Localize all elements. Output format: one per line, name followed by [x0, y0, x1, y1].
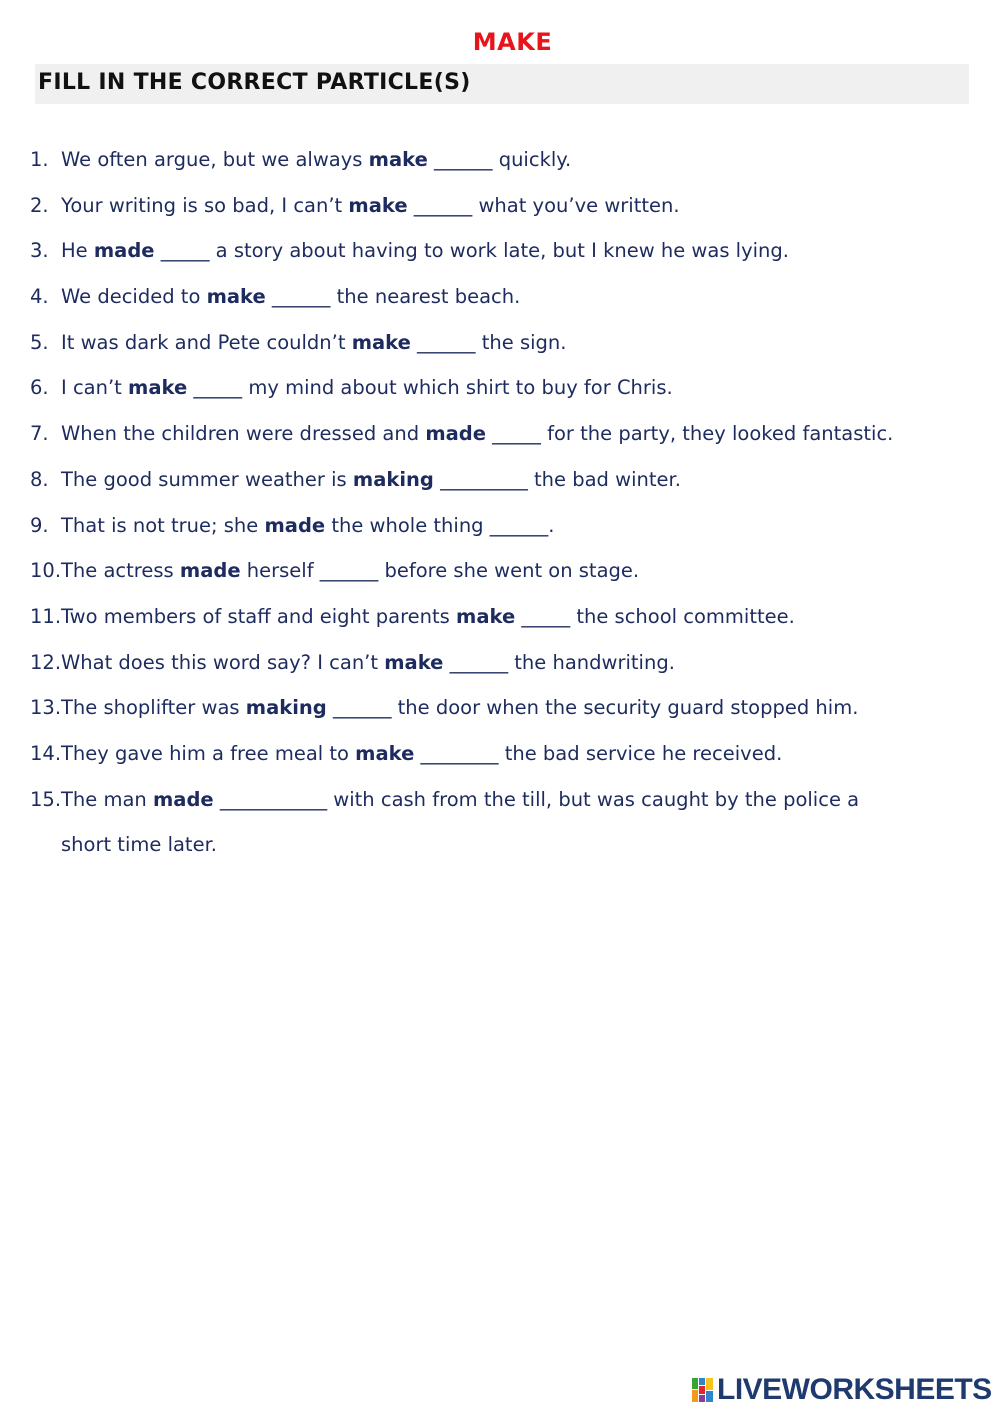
- continuation-text: short time later.: [61, 833, 217, 857]
- question-number: 11.: [30, 604, 62, 628]
- question-keyword: making: [352, 467, 434, 491]
- question-keyword: make: [128, 376, 188, 400]
- question-number: 9.: [30, 513, 49, 537]
- question-number: 10.: [30, 559, 62, 583]
- question-text-after[interactable]: ___________ with cash from the till, but was caught by the police a: [213, 787, 860, 811]
- question-text-before: We decided to: [61, 285, 207, 309]
- question-text-before: The shoplifter was: [61, 696, 246, 720]
- question-item: [30, 192, 980, 238]
- question-text: [61, 742, 782, 765]
- question-text-after[interactable]: _____ the school committee.: [515, 604, 795, 628]
- question-number: 6.: [30, 376, 49, 400]
- question-keyword: made: [264, 513, 326, 537]
- question-text-after[interactable]: _____ my mind about which shirt to buy for Chris.: [187, 376, 673, 400]
- question-text-after[interactable]: ________ the bad service he received.: [414, 741, 783, 765]
- question-text-after[interactable]: ______ what you’ve written.: [407, 193, 680, 217]
- question-text-before: What does this word say? I can’t: [61, 650, 385, 674]
- question-continuation: [30, 831, 980, 877]
- question-item: [30, 603, 980, 649]
- question-item: [30, 786, 980, 832]
- question-text-before: That is not true; she: [61, 513, 265, 537]
- question-text-before: When the children were dressed and: [61, 422, 426, 446]
- question-item: [30, 557, 980, 603]
- question-text-before: The man: [61, 787, 153, 811]
- question-text-before: The good summer weather is: [61, 467, 353, 491]
- question-item: [30, 237, 980, 283]
- question-text: [61, 285, 520, 308]
- liveworksheets-logo-icon: [692, 1377, 714, 1403]
- question-item: [30, 283, 980, 329]
- question-number: 14.: [30, 741, 62, 765]
- question-item: [30, 649, 980, 695]
- question-text: [61, 194, 680, 217]
- question-number: 7.: [30, 422, 49, 446]
- question-number: 12.: [30, 650, 62, 674]
- question-text-after[interactable]: the whole thing ______.: [325, 513, 555, 537]
- question-text-before: The actress: [61, 559, 180, 583]
- question-text: [61, 148, 571, 171]
- question-text-after[interactable]: herself ______ before she went on stage.: [240, 559, 640, 583]
- question-text: [61, 788, 859, 811]
- question-number: 5.: [30, 330, 49, 354]
- question-text: [61, 605, 795, 628]
- question-keyword: make: [351, 330, 411, 354]
- question-number: 3.: [30, 239, 49, 263]
- question-text: [61, 696, 858, 719]
- question-text: [61, 376, 673, 399]
- question-number: 1.: [30, 148, 49, 171]
- question-list: [30, 146, 980, 877]
- instruction-bar: [35, 64, 969, 104]
- question-item: [30, 329, 980, 375]
- question-item: [30, 374, 980, 420]
- question-text: [61, 559, 639, 582]
- question-text-after[interactable]: _____ a story about having to work late, but I knew he was lying.: [154, 239, 789, 263]
- question-number: 13.: [30, 696, 62, 720]
- question-text: [61, 651, 675, 674]
- question-keyword: made: [425, 422, 486, 446]
- question-keyword: making: [245, 696, 327, 720]
- question-item: [30, 740, 980, 786]
- question-text-after[interactable]: _____ for the party, they looked fantastic.: [485, 422, 894, 446]
- question-text-after[interactable]: _________ the bad winter.: [433, 467, 681, 491]
- question-text-after[interactable]: ______ the handwriting.: [443, 650, 675, 674]
- question-text-after[interactable]: ______ the nearest beach.: [265, 285, 521, 309]
- question-text-before: We often argue, but we always: [61, 148, 369, 171]
- question-keyword: make: [355, 741, 415, 765]
- liveworksheets-logo[interactable]: [692, 1372, 992, 1408]
- question-keyword: made: [152, 787, 214, 811]
- question-item: [30, 466, 980, 512]
- question-text-before: It was dark and Pete couldn’t: [61, 330, 352, 354]
- question-text: [61, 468, 681, 491]
- worksheet-title: MAKE: [472, 28, 553, 56]
- question-text-before: They gave him a free meal to: [61, 741, 356, 765]
- question-text-after[interactable]: ______ the door when the security guard stopped him.: [326, 696, 859, 720]
- question-item: [30, 512, 980, 558]
- question-text-after[interactable]: ______ the sign.: [410, 330, 567, 354]
- question-number: 2.: [30, 193, 49, 217]
- question-text-after[interactable]: ______ quickly.: [427, 148, 572, 171]
- question-item: [30, 420, 980, 466]
- instruction-heading: FILL IN THE CORRECT PARTICLE(S): [38, 70, 471, 95]
- question-keyword: made: [93, 239, 155, 263]
- question-text-before: I can’t: [61, 376, 129, 400]
- question-item: [30, 146, 980, 192]
- logo-text: LIVEWORKSHEETS: [717, 1373, 992, 1406]
- question-text: [61, 331, 566, 354]
- question-keyword: made: [179, 559, 241, 583]
- question-text: [61, 422, 893, 445]
- question-text-before: Your writing is so bad, I can’t: [61, 193, 349, 217]
- question-keyword: make: [348, 193, 408, 217]
- question-text-before: He: [61, 239, 94, 263]
- question-item: [30, 694, 980, 740]
- question-number: 4.: [30, 285, 49, 309]
- question-keyword: make: [384, 650, 444, 674]
- question-text: [61, 514, 554, 537]
- question-text-before: Two members of staff and eight parents: [61, 604, 457, 628]
- question-number: 15.: [30, 787, 62, 811]
- question-text: [61, 239, 789, 262]
- question-keyword: make: [456, 604, 516, 628]
- question-keyword: make: [206, 285, 266, 309]
- question-number: 8.: [30, 467, 49, 491]
- question-keyword: make: [368, 148, 428, 171]
